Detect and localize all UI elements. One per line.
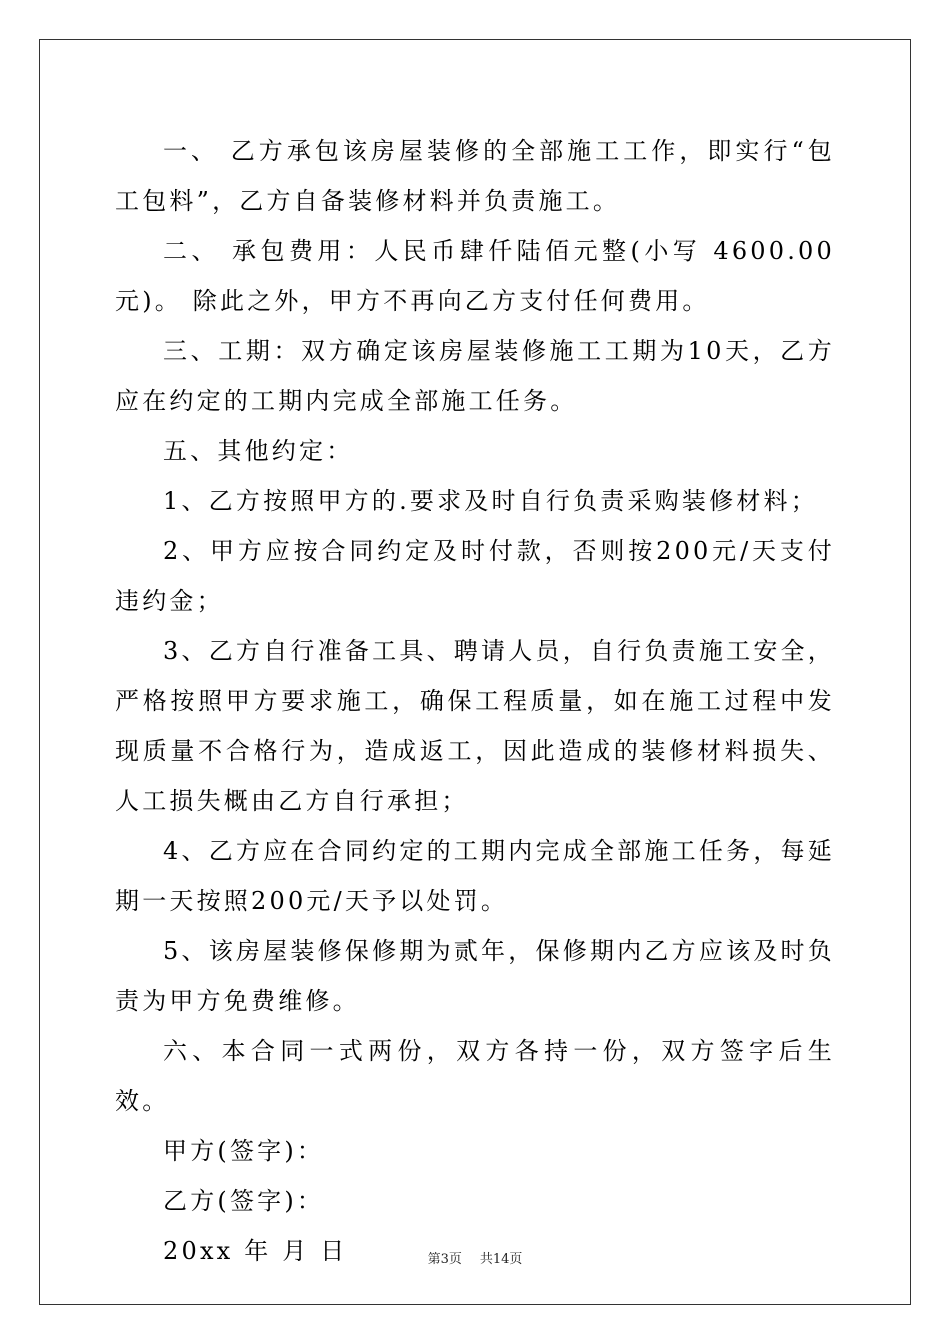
party-a-signature: 甲方(签字)： — [163, 1137, 325, 1165]
page-footer — [0, 1248, 950, 1267]
contract-body — [115, 126, 835, 1276]
clause-3-period: 三、工期：双方确定该房屋装修施工工期为10天，乙方应在约定的工期内完成全部施工任务。 — [115, 337, 835, 415]
signing-date: 20xx 年 月 日 — [163, 1237, 348, 1265]
clause-5-item-4: 4、乙方应在合同约定的工期内完成全部施工任务，每延期一天按照200元/天予以处罚。 — [115, 837, 835, 915]
clause-2-fee: 二、 承包费用：人民币肆仟陆佰元整(小写 4600.00 元)。 除此之外，甲方不再向乙方支付任何费用。 — [115, 237, 835, 315]
clause-5-item-1: 1、乙方按照甲方的.要求及时自行负责采购装修材料； — [163, 487, 818, 515]
party-b-signature: 乙方(签字)： — [163, 1187, 325, 1215]
clause-5-item-2: 2、甲方应按合同约定及时付款，否则按200元/天支付违约金； — [115, 537, 835, 615]
clause-5-heading: 五、其他约定： — [163, 437, 354, 465]
page-total: 共14页 — [479, 1252, 523, 1267]
clause-5-item-3: 3、乙方自行准备工具、聘请人员，自行负责施工安全，严格按照甲方要求施工，确保工程质量，如在施工过程中发现质量不合格行为，造成返工，因此造成的装修材料损失、人工损失概由乙方自行承担； — [115, 637, 835, 815]
page-number: 第3页 — [427, 1252, 462, 1267]
clause-6: 六、本合同一式两份，双方各持一份，双方签字后生效。 — [115, 1037, 835, 1115]
clause-5-item-5: 5、该房屋装修保修期为贰年，保修期内乙方应该及时负责为甲方免费维修。 — [115, 937, 835, 1015]
clause-1: 一、 乙方承包该房屋装修的全部施工工作，即实行“包工包料”，乙方自备装修材料并负责施工。 — [115, 137, 835, 215]
